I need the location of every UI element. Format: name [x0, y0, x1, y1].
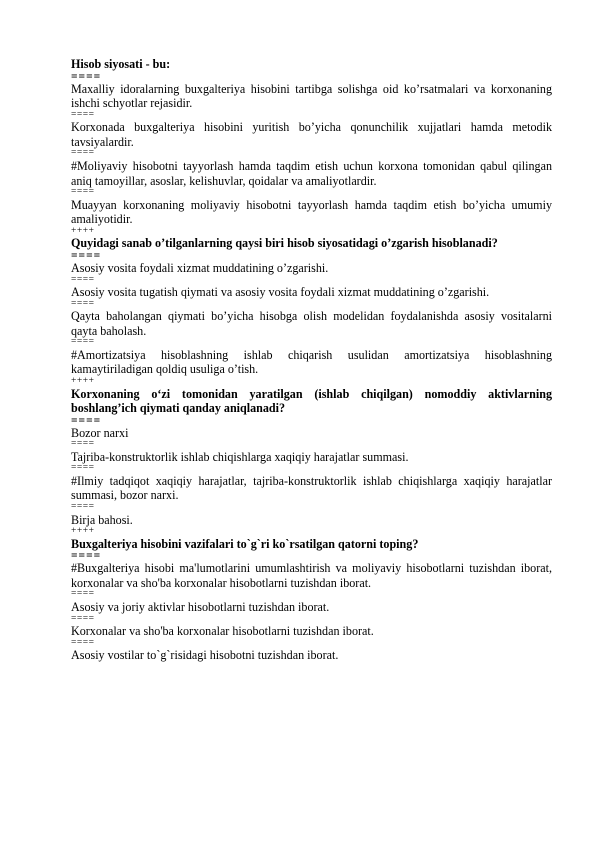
answer-option: Maxalliy idoralarning buxgalteriya hisobini tartibga solishga oid ko’rsatmalari va korxonaning ishchi schyotlar rejasidir. — [71, 81, 552, 111]
answer-option: Qayta baholangan qiymati bo’yicha hisobga olish modelidan foydalanishda asosiy vositalarni qayta baholash. — [71, 309, 552, 338]
answer-option: Bozor narxi — [71, 425, 129, 440]
separator: ==== — [71, 337, 95, 348]
answer-option: Muayyan korxonaning moliyaviy hisobotni tayyorlash hamda taqdim etish bo’yicha umumiy amaliyotidir. — [71, 197, 552, 227]
separator: ++++ — [71, 225, 95, 236]
answer-option: #Ilmiy tadqiqot xaqiqiy harajatlar, tajriba-konstruktorlik ishlab chiqishlarga xaqiqiy harajatlar summasi, bozor narxi. — [71, 473, 552, 503]
question-text: Korxonaning o‘zi tomonidan yaratilgan (ishlab chiqilgan) nomoddiy aktivlarning boshlang’ich qiymati qanday aniqlanadi? — [71, 386, 552, 416]
separator: ==== — [71, 187, 95, 198]
answer-option: #Amortizatsiya hisoblashning ishlab chiqarish usulidan amortizatsiya hisoblashning kamaytiriladigan qoldiq usuliga o’tish. — [71, 347, 552, 377]
separator: ==== — [71, 637, 95, 648]
answer-option: Asosiy va joriy aktivlar hisobotlarni tuzishdan iborat. — [71, 599, 330, 614]
answer-option: Asosiy vosita tugatish qiymati va asosiy vosita foydali xizmat muddatining o’zgarishi. — [71, 285, 490, 300]
answer-option: Birja bahosi. — [71, 512, 133, 527]
separator: ==== — [71, 109, 95, 120]
answer-option: Korxonalar va sho'ba korxonalar hisobotlarni tuzishdan iborat. — [71, 624, 374, 639]
answer-option: #Buxgalteriya hisobi ma'lumotlarini umumlashtirish va moliyaviy hisobotlarni tuzishdan iborat, korxonalar va sho'ba korxonalar hisobotlarni tuzishdan iborat. — [71, 561, 552, 590]
answer-option: Asosiy vostilar to`g`risidagi hisobotni tuzishdan iborat. — [71, 648, 339, 663]
separator: ==== — [71, 148, 95, 159]
separator: ==== — [71, 589, 95, 600]
separator: ==== — [71, 70, 102, 83]
separator: ==== — [71, 550, 102, 563]
separator: ==== — [71, 274, 95, 285]
question-text: Buxgalteriya hisobini vazifalari to`g`ri ko`rsatilgan qatorni toping? — [71, 536, 419, 551]
separator: ==== — [71, 463, 95, 474]
separator: ==== — [71, 613, 95, 624]
question-text: Quyidagi sanab o’tilganlarning qaysi biri hisob siyosatidagi o’zgarish hisoblanadi? — [71, 236, 498, 251]
document-content — [71, 57, 552, 663]
answer-option: Asosiy vosita foydali xizmat muddatining o’zgarishi. — [71, 260, 329, 275]
answer-option: #Moliyaviy hisobotni tayyorlash hamda taqdim etish uchun korxona tomonidan qabul qilingan aniq tamoyillar, asoslar, kelishuvlar, qoidalar va amaliyotlardir. — [71, 158, 552, 188]
separator: ==== — [71, 439, 95, 450]
separator: ==== — [71, 249, 102, 262]
answer-option: Tajriba-konstruktorlik ishlab chiqishlarga xaqiqiy harajatlar summasi. — [71, 449, 409, 464]
separator: ==== — [71, 502, 95, 513]
separator: ==== — [71, 298, 95, 309]
answer-option: Korxonada buxgalteriya hisobini yuritish bo’yicha qonunchilik xujjatlari hamda metodik tavsiyalardir. — [71, 120, 552, 149]
separator: ++++ — [71, 376, 95, 386]
separator: ++++ — [71, 526, 95, 537]
question-text: Hisob siyosati - bu: — [71, 57, 171, 71]
separator: ==== — [71, 414, 102, 427]
